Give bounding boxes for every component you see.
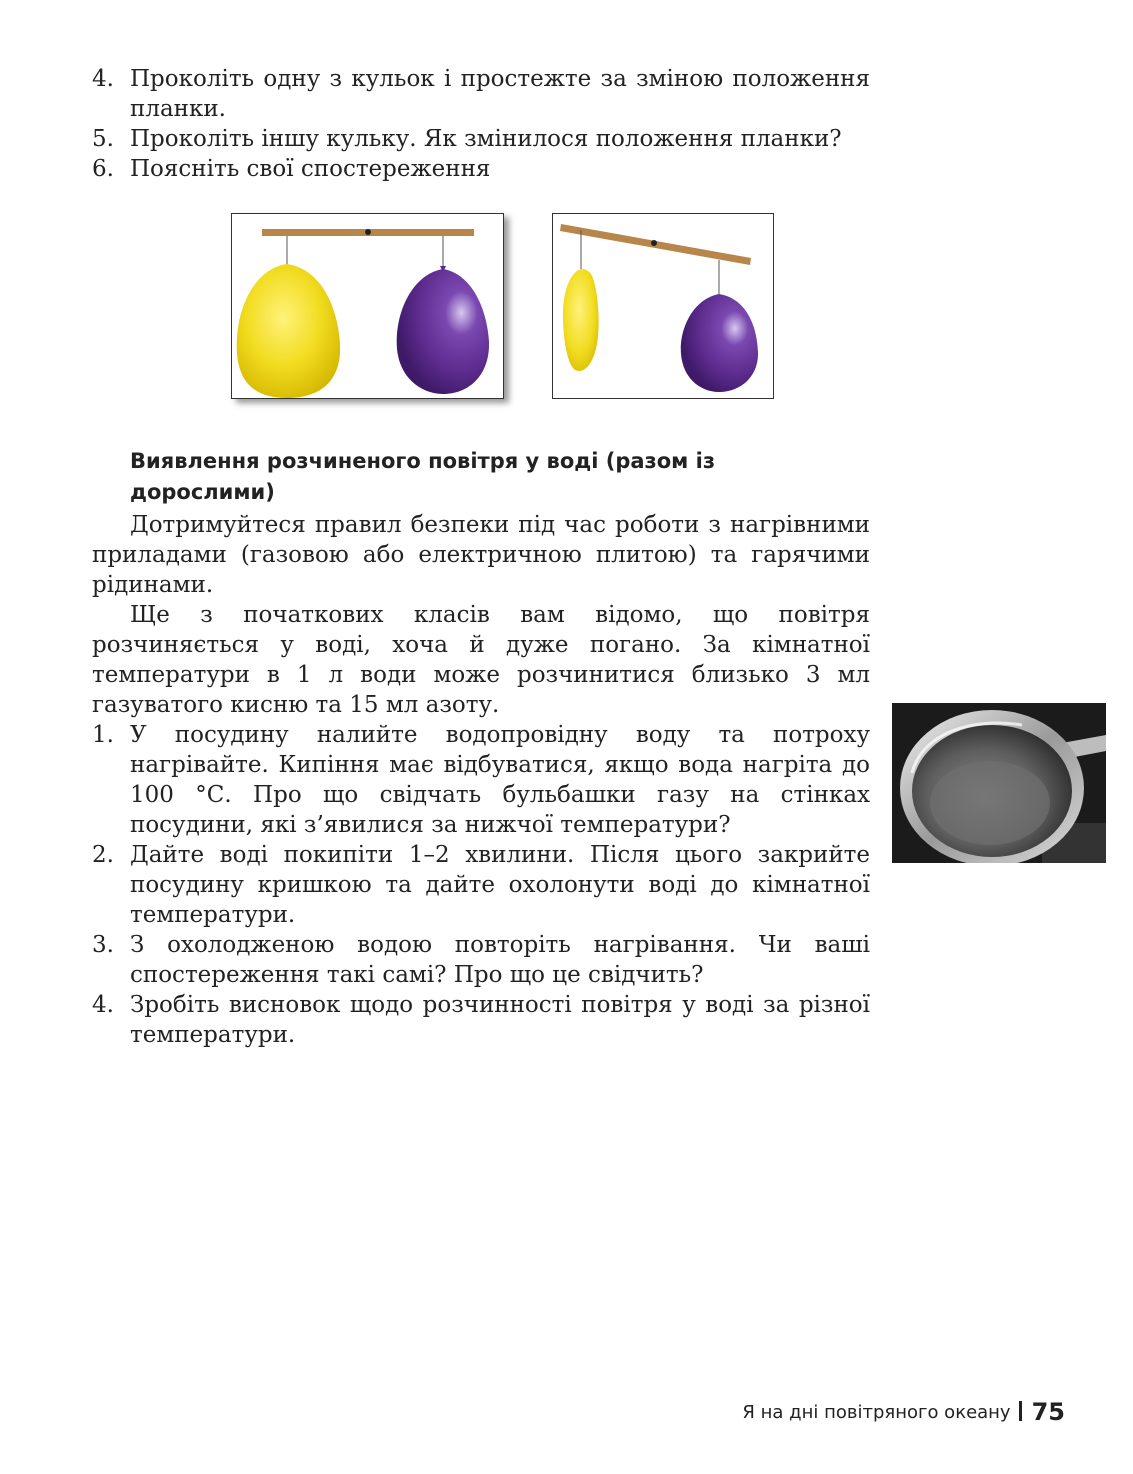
balloon-balance-before-icon: [232, 214, 503, 398]
step-number: 4.: [92, 66, 114, 92]
list-item: [92, 154, 870, 184]
step-text: Проколіть іншу кульку. Як змінилося положення планки?: [130, 126, 842, 152]
step-text: Поясніть свої спостереження: [130, 156, 491, 182]
list-item: [92, 64, 870, 124]
list-item: [92, 930, 870, 990]
page-footer: [742, 1398, 1065, 1426]
step-number: 3.: [92, 932, 114, 958]
popped-yellow-balloon: [563, 269, 599, 371]
step-text: З охолодженою водою повторіть нагрівання. Чи ваші спостереження такі самі? Про що це свідчить?: [130, 932, 870, 988]
balloon-balance-before-figure: [231, 213, 504, 399]
balloon-balance-after-icon: [553, 214, 773, 398]
step-number: 6.: [92, 156, 114, 182]
step-text: У посудину налийте водопровідну воду та потроху нагрівайте. Кипіння має відбуватися, якщо вода нагріта до 100 °С. Про що свідчать бульбашки газу на стінках посудини, які з’явилися за нижчої температури?: [130, 722, 870, 838]
footer-divider: [1019, 1401, 1022, 1421]
section-heading: Виявлення розчиненого повітря у воді (разом із дорослими): [130, 449, 716, 504]
chapter-title: Я на дні повітряного океану: [742, 1402, 1011, 1423]
pivot: [651, 240, 657, 246]
purple-balloon: [681, 294, 758, 392]
step-text: Проколіть одну з кульок і простежте за зміною положення планки.: [130, 66, 870, 122]
list-item: [92, 720, 870, 840]
yellow-balloon: [237, 264, 340, 398]
saucepan-icon: [892, 703, 1106, 863]
balloon-balance-after-figure: [552, 213, 774, 399]
top-steps-list: [92, 64, 870, 184]
step-number: 4.: [92, 992, 114, 1018]
pot-photo: [892, 703, 1106, 863]
list-item: [92, 990, 870, 1050]
intro-paragraph: Ще з початкових класів вам відомо, що повітря розчиняється у воді, хоча й дуже погано. За кімнатної температури в 1 л води може розчинитися близько 3 мл газуватого кисню та 15 мл азоту.: [92, 602, 870, 718]
step-number: 2.: [92, 842, 114, 868]
step-text: Дайте воді покипіти 1–2 хвилини. Після цього закрийте посудину кришкою та дайте охолонути воді до кімнатної температури.: [130, 842, 870, 928]
pivot: [365, 229, 371, 235]
bottom-steps-list: [92, 720, 870, 1050]
page-number: 75: [1031, 1398, 1065, 1426]
list-item: [92, 124, 870, 154]
step-number: 5.: [92, 126, 114, 152]
step-text: Зробіть висновок щодо розчинності повітря у воді за різної температури.: [130, 992, 870, 1048]
step-number: 1.: [92, 722, 114, 748]
safety-paragraph: Дотримуйтеся правил безпеки під час роботи з нагрівними приладами (газовою або електричною плитою) та гарячими рідинами.: [92, 512, 870, 598]
list-item: [92, 840, 870, 930]
purple-balloon: [397, 269, 489, 394]
